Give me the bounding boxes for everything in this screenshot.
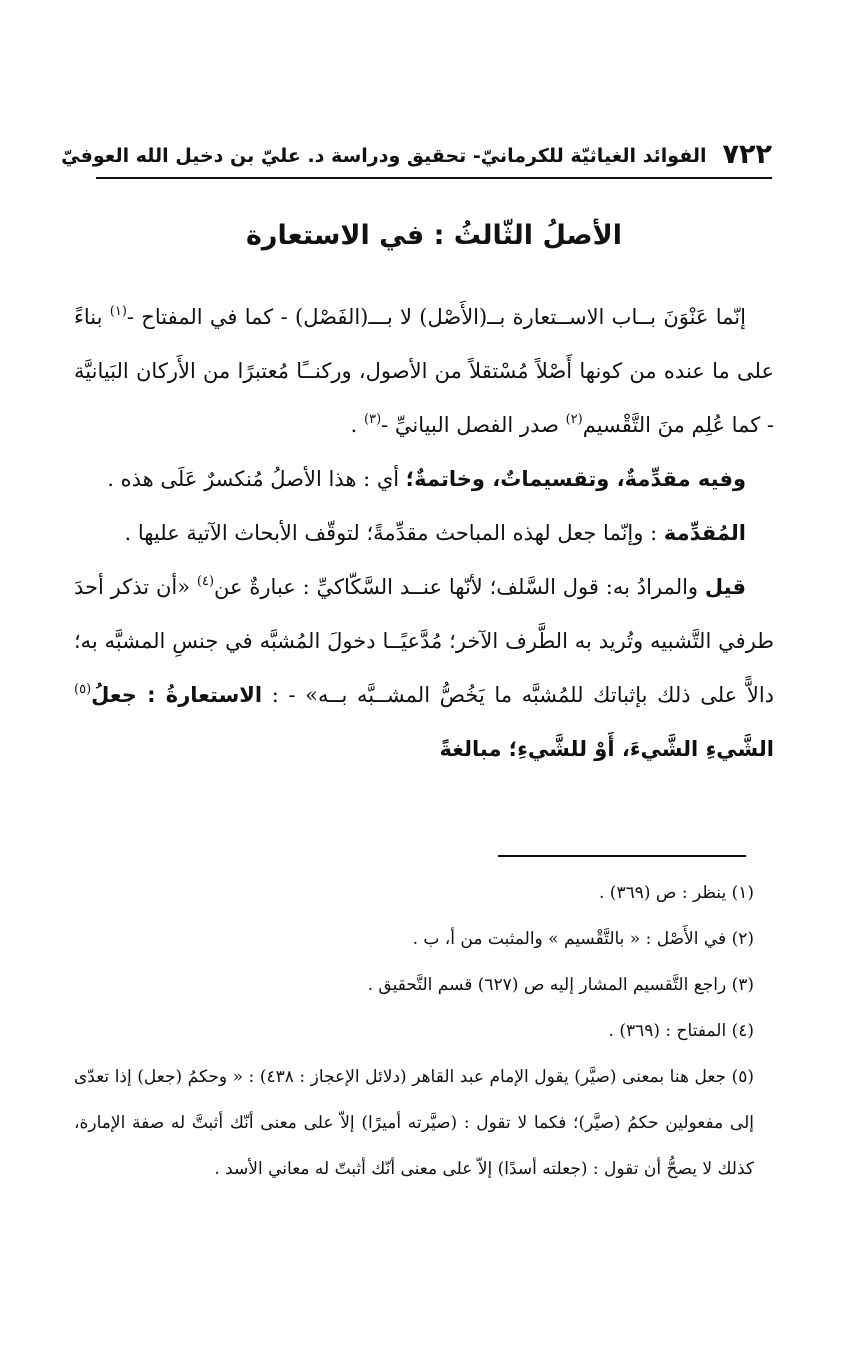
footnote-2: (٢) في الأَصْل : « بالتَّقْسيم » والمثبت من أ، ب . (412, 929, 754, 949)
book-title: الفوائد الغياثيّة للكرمانيّ- تحقيق ودراسة د. عليّ بن دخيل الله العوفيّ (61, 145, 707, 168)
footnotes (74, 870, 754, 1192)
footnote-3: (٣) راجع التَّقسيم المشار إليه ص (٦٢٧) قسم التَّحقيق . (367, 975, 754, 995)
header-rule (96, 177, 772, 179)
footnote-4: (٤) المفتاح : (٣٦٩) . (608, 1021, 754, 1041)
paragraph-1-text-d: . (350, 413, 365, 437)
paragraph-3-bold: المُقدِّمة (663, 521, 746, 545)
footnote-ref-3: (٣) (364, 412, 382, 427)
paragraph-4-definition-a: الاستعارةُ : جعلُ (91, 683, 263, 707)
footnote-ref-4: (٤) (196, 574, 215, 589)
chapter-title: الأصلُ الثّالثُ : في الاستعارة (245, 220, 622, 251)
paragraph-4-bold: قيل (704, 575, 746, 599)
footnote-rule (498, 855, 746, 857)
paragraph-1-text-b: بناءً على ما عنده من كونها أَصْلاً مُسْتقلاً من الأصول، وركنــًا مُعتبرًا من الأَركان البَيانيَّة - كما عُلِم منَ التَّقْسيم (74, 305, 774, 437)
paragraph-1-text-c: صدر الفصل البيانيِّ - (381, 413, 566, 437)
paragraph-4-definition-b: الشَّيءِ الشَّيءَ، أَوْ للشَّيءِ؛ مبالغةً (439, 737, 774, 761)
footnote-5: (٥) جعل هنا بمعنى (صيَّر) يقول الإمام عبد القاهر (دلائل الإعجاز : ٤٣٨) : « وحكمُ (جعل) إذا تعدّى إلى مفعولين حكمُ (صيَّر)؛ فكما لا تقول : (صيَّرته أميرًا) إلاّ على معنى أنّك أثبتَّ له صفة الإمارة، كذلك لا يصحُّ أن تقول : (جعلته أسدًا) إلاّ على معنى أنّك أثبتّ له معاني الأسد . (74, 1067, 754, 1179)
page-number: ٧٢٢ (722, 139, 772, 170)
paragraph-1-text-a: إنّما عَنْوَنَ بــاب الاســتعارة بــ(الأَصْل) لا بـــ(الفَصْل) - كما في المفتاح - (126, 305, 746, 329)
running-header (61, 128, 772, 170)
paragraph-4-quote: «أن تذكر أحدَ طرفي التَّشبيه وتُريد به الطَّرف الآخر؛ مُدَّعيًــا دخولَ المُشبَّه في جنسِ المشبَّه به؛ دالاًّ على ذلك بإثباتك للمُشبَّه ما يَخُصُّ المشــبَّه بــه» - : (74, 575, 774, 707)
paragraph-3-text: : وإنّما جعل لهذه المباحث مقدِّمةً؛ لتوقّف الأبحاث الآتية عليها . (124, 521, 664, 545)
footnote-ref-1: (١) (109, 304, 127, 319)
paragraph-2 (74, 452, 774, 506)
footnote-ref-2: (٢) (565, 412, 583, 427)
paragraph-2-bold: وفيه مقدِّمةٌ، وتقسيماتٌ، وخاتمةٌ؛ (405, 467, 746, 491)
paragraph-1 (74, 290, 774, 452)
footnote-1: (١) ينظر : ص (٣٦٩) . (599, 883, 754, 903)
paragraph-3 (74, 506, 774, 560)
paragraph-4 (74, 560, 774, 776)
body-text (74, 290, 774, 776)
footnote-ref-5: (٥) (74, 682, 92, 697)
paragraph-2-text: أي : هذا الأصلُ مُنكسرٌ عَلَى هذه . (107, 467, 406, 491)
paragraph-4-text-a: والمرادُ به: قول السَّلف؛ لأنّها عنــد السَّكّاكيِّ : عبارةٌ عن (214, 575, 705, 599)
